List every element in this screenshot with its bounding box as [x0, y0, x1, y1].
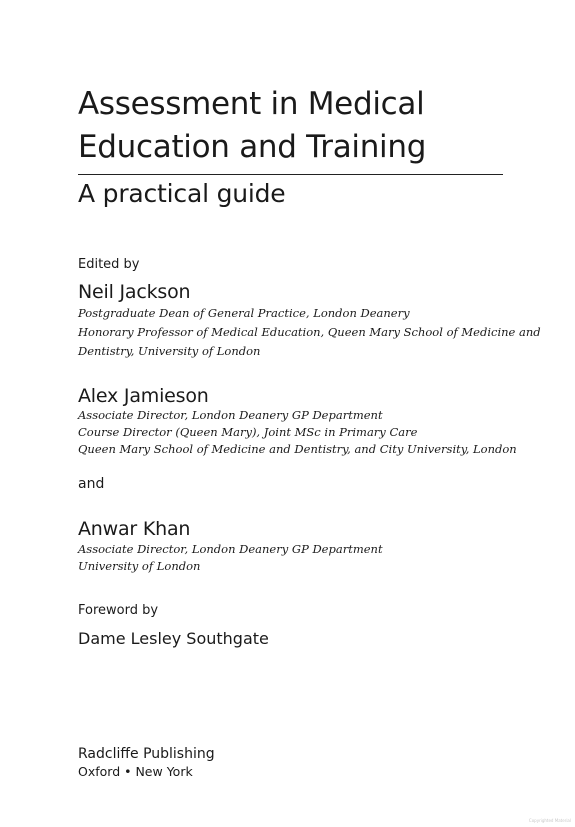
editor-affiliation: Queen Mary School of Medicine and Dentistry, and City University, London [78, 442, 517, 456]
book-title-line-1: Assessment in Medical [78, 86, 425, 122]
publisher-cities: Oxford • New York [78, 764, 193, 779]
editor-affiliation: Postgraduate Dean of General Practice, London Deanery [78, 306, 410, 320]
editor-name: Neil Jackson [78, 281, 191, 303]
foreword-label: Foreword by [78, 603, 159, 618]
editor-name: Anwar Khan [78, 518, 191, 540]
publisher-name: Radcliffe Publishing [78, 746, 215, 762]
book-title-line-2: Education and Training [78, 129, 427, 165]
editor-affiliation: Associate Director, London Deanery GP Department [78, 408, 383, 422]
editor-affiliation: Dentistry, University of London [78, 344, 261, 358]
copyright-watermark: Copyrighted Material [528, 818, 571, 823]
foreword-author: Dame Lesley Southgate [78, 629, 269, 648]
edited-by-label: Edited by [78, 257, 140, 272]
title-divider [78, 174, 503, 175]
and-label: and [78, 476, 105, 492]
editor-affiliation: University of London [78, 559, 201, 573]
book-subtitle: A practical guide [78, 179, 286, 208]
editor-affiliation: Associate Director, London Deanery GP Department [78, 542, 383, 556]
editor-affiliation: Honorary Professor of Medical Education, Queen Mary School of Medicine and [78, 325, 541, 339]
editor-affiliation: Course Director (Queen Mary), Joint MSc in Primary Care [78, 425, 418, 439]
editor-name: Alex Jamieson [78, 385, 209, 407]
